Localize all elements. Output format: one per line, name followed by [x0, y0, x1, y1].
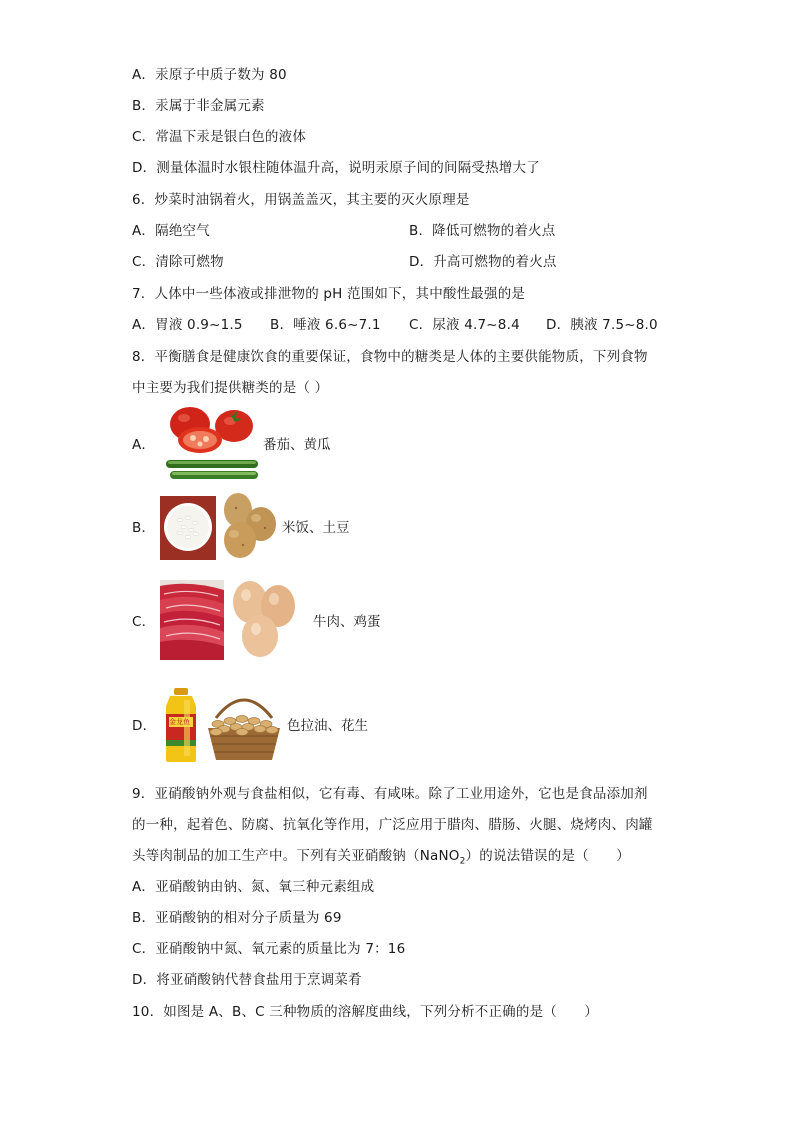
- q9-stem-line-3-post: ）的说法错误的是（ ）: [465, 848, 630, 864]
- q8-option-c-label: 牛肉、鸡蛋: [313, 614, 381, 630]
- q7-option-a: A．胃液 0.9~1.5: [132, 317, 243, 333]
- q6-option-d: D．升高可燃物的着火点: [409, 254, 557, 270]
- q8-stem-line-2: 中主要为我们提供糖类的是（ ）: [132, 380, 329, 396]
- peanut-basket-image: [204, 688, 284, 762]
- q8-option-c-letter: C．: [132, 614, 156, 630]
- q5-option-a: A．汞原子中质子数为 80: [132, 67, 287, 83]
- q9-stem-line-2: 的一种，起着色、防腐、抗氧化等作用，广泛应用于腊肉、腊肠、火腿、烧烤肉、肉罐: [132, 817, 653, 833]
- q6-option-c: C．清除可燃物: [132, 254, 224, 270]
- q9-stem-line-3-pre: 头等肉制品的加工生产中。下列有关亚硝酸钠（NaNO: [132, 848, 460, 864]
- q8-option-a-letter: A．: [132, 437, 156, 453]
- q5-option-d: D．测量体温时水银柱随体温升高，说明汞原子间的间隔受热增大了: [132, 160, 540, 176]
- potatoes-image: [216, 490, 280, 562]
- q5-option-b: B．汞属于非金属元素: [132, 98, 265, 114]
- q9-stem-line-1: 9．亚硝酸钠外观与食盐相似，它有毒、有咸味。除了工业用途外，它也是食品添加剂: [132, 786, 648, 802]
- eggs-image: [226, 576, 298, 660]
- q6-option-b: B．降低可燃物的着火点: [409, 223, 556, 239]
- beef-slices-image: [160, 580, 224, 660]
- q8-option-d-label: 色拉油、花生: [287, 718, 368, 734]
- q8-option-b-label: 米饭、土豆: [282, 520, 350, 536]
- q9-option-c: C．亚硝酸钠中氮、氧元素的质量比为 7：16: [132, 941, 406, 957]
- q9-option-b: B．亚硝酸钠的相对分子质量为 69: [132, 910, 342, 926]
- tomato-cucumber-image: [160, 404, 260, 482]
- q9-option-d: D．将亚硝酸钠代替食盐用于烹调菜肴: [132, 972, 362, 988]
- q6-row-1: [132, 221, 556, 241]
- q7-option-b: B．唾液 6.6~7.1: [270, 317, 381, 333]
- q8-option-a-label: 番茄、黄瓜: [263, 437, 331, 453]
- q7-stem: 7．人体中一些体液或排泄物的 pH 范围如下，其中酸性最强的是: [132, 286, 526, 302]
- q7-option-c: C．尿液 4.7~8.4: [409, 317, 520, 333]
- salad-oil-bottle-image: [160, 688, 202, 762]
- q10-stem: 10．如图是 A、B、C 三种物质的溶解度曲线，下列分析不正确的是（ ）: [132, 1004, 599, 1020]
- q8-stem-line-1: 8．平衡膳食是健康饮食的重要保证，食物中的糖类是人体的主要供能物质，下列食物: [132, 349, 648, 365]
- q8-option-b-letter: B．: [132, 520, 156, 536]
- q6-stem: 6．炒菜时油锅着火，用锅盖盖灭，其主要的灭火原理是: [132, 192, 470, 208]
- q6-option-a: A．隔绝空气: [132, 223, 210, 239]
- oil-brand-label: 金龙鱼: [169, 718, 190, 726]
- q8-option-d-letter: D．: [132, 718, 157, 734]
- q9-stem-line-3: [132, 846, 630, 872]
- q7-option-d: D．胰液 7.5~8.0: [546, 317, 658, 333]
- q9-formula-subscript: 2: [459, 856, 466, 867]
- rice-bowl-image: [160, 496, 216, 560]
- q6-row-2: [132, 252, 557, 272]
- q9-option-a: A．亚硝酸钠由钠、氮、氧三种元素组成: [132, 879, 375, 895]
- q5-option-c: C．常温下汞是银白色的液体: [132, 129, 307, 145]
